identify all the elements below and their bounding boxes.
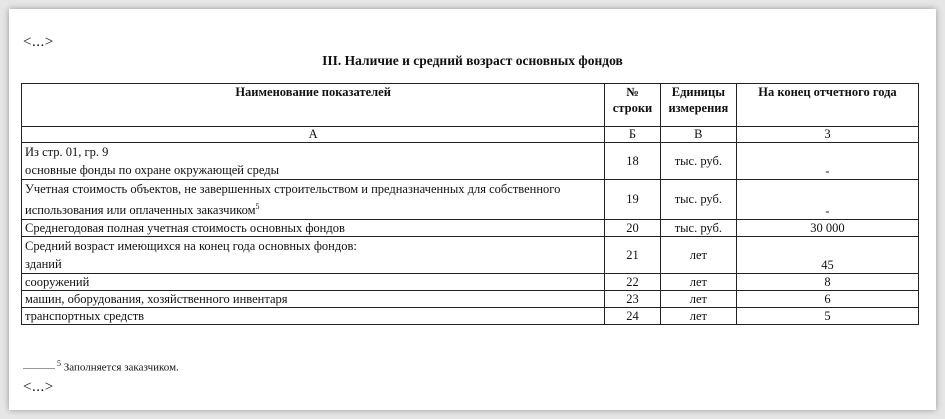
row-unit: тыс. руб. [660,220,736,237]
row-name-line2: зданий [25,257,62,272]
row-name: сооружений [22,274,605,291]
header-units-line2: измерения [668,101,729,115]
letter-v: В [660,127,736,143]
row-number: 22 [605,274,661,291]
row-number: 20 [605,220,661,237]
row-name-line1: Учетная стоимость объектов, не завершенных строительством и предназначенных для собственного [25,182,561,196]
document-sheet [9,9,936,410]
row-unit: тыс. руб. [660,180,736,220]
footnote [23,359,179,374]
row-number: 18 [605,143,661,180]
row-name [22,237,605,274]
header-row-number-line1: № [626,85,639,99]
table-row [22,237,919,274]
header-value: На конец отчетного года [736,84,918,127]
row-value: 8 [736,274,918,291]
footnote-mark: 5 [255,202,260,211]
header-row-number-line2: строки [612,101,653,115]
row-name: транспортных средств [22,308,605,325]
row-name-line1: Из стр. 01, гр. 9 [25,145,109,159]
letter-a: А [22,127,605,143]
row-name-line2: основные фонды по охране окружающей среды [25,163,279,177]
table-row [22,291,919,308]
row-unit: тыс. руб. [660,143,736,180]
row-number: 21 [605,237,661,274]
column-letters-row [22,127,919,143]
row-name: машин, оборудования, хозяйственного инвентаря [22,291,605,308]
row-name-line2-text: использования или оплаченных заказчиком [25,203,256,218]
row-value: - [736,143,918,180]
ellipsis-top: <...> [23,34,54,50]
row-unit: лет [660,308,736,325]
header-name: Наименование показателей [22,84,605,127]
row-unit: лет [660,237,736,274]
table-header-row [22,84,919,127]
row-value: 30 000 [736,220,918,237]
header-row-number [605,84,661,127]
row-number: 23 [605,291,661,308]
row-unit: лет [660,274,736,291]
row-name [22,143,605,180]
row-name-line2 [25,198,601,219]
header-units [660,84,736,127]
row-value: 45 [736,237,918,274]
letter-3: 3 [736,127,918,143]
row-value: - [736,180,918,220]
table-row [22,180,919,220]
table-row [22,274,919,291]
row-value: 5 [736,308,918,325]
table-row [22,143,919,180]
table-row [22,220,919,237]
section-title: III. Наличие и средний возраст основных фондов [322,53,623,68]
row-name-line1: Средний возраст имеющихся на конец года основных фондов: [25,239,357,254]
footnote-rule [23,368,55,369]
header-units-line1: Единицы [671,85,725,99]
letter-b: Б [605,127,661,143]
footnote-text: Заполняется заказчиком. [63,361,179,374]
row-unit: лет [660,291,736,308]
row-name: Среднегодовая полная учетная стоимость основных фондов [22,220,605,237]
row-name [22,180,605,220]
fixed-assets-table [21,83,919,325]
row-number: 19 [605,180,661,220]
row-value: 6 [736,291,918,308]
row-number: 24 [605,308,661,325]
table-row [22,308,919,325]
footnote-number: 5 [57,359,61,368]
ellipsis-bottom: <...> [23,379,54,395]
